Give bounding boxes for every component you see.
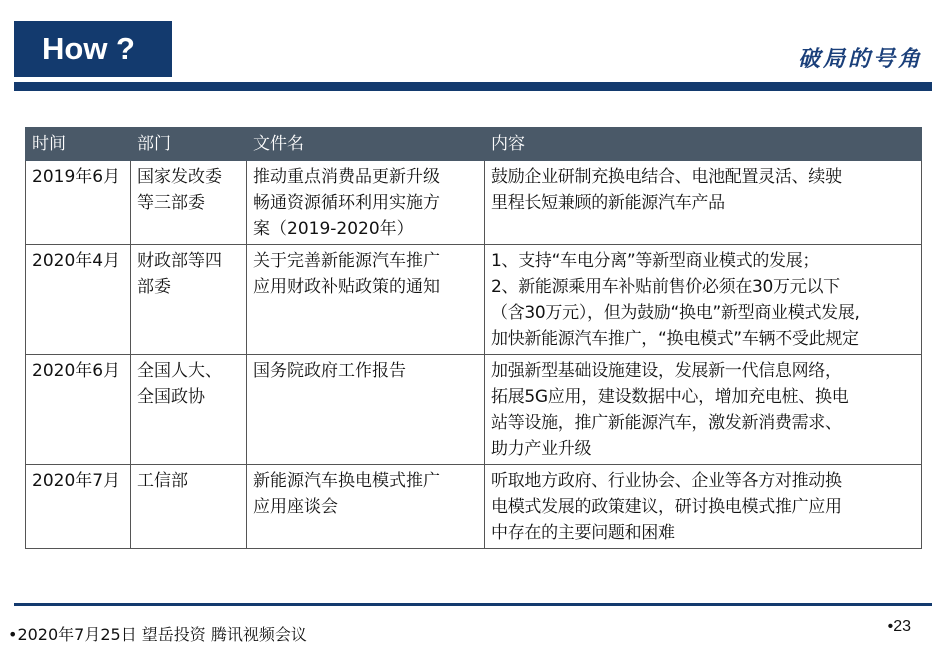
table-row [26, 161, 922, 245]
table-row [26, 465, 922, 549]
cell-dept: 财政部等四 部委 [131, 245, 247, 355]
header-content: 内容 [485, 128, 922, 161]
top-divider [14, 82, 932, 91]
header-time: 时间 [26, 128, 131, 161]
cell-date: 2020年7月 [26, 465, 131, 549]
cell-content: 听取地方政府、行业协会、企业等各方对推动换 电模式发展的政策建议，研讨换电模式推广应用 中存在的主要问题和困难 [485, 465, 922, 549]
cell-date: 2020年4月 [26, 245, 131, 355]
cell-content: 加强新型基础设施建设，发展新一代信息网络， 拓展5G应用，建设数据中心，增加充电桩、换电 站等设施，推广新能源汽车，激发新消费需求、 助力产业升级 [485, 355, 922, 465]
footer-meeting-info: •2020年7月25日 望岳投资 腾讯视频会议 [8, 625, 307, 644]
slogan: 破局的号角 [797, 46, 923, 72]
cell-date: 2020年6月 [26, 355, 131, 465]
slide-title: How ? [14, 21, 172, 77]
cell-content: 鼓励企业研制充换电结合、电池配置灵活、续驶 里程长短兼顾的新能源汽车产品 [485, 161, 922, 245]
policy-table [25, 127, 922, 549]
cell-date: 2019年6月 [26, 161, 131, 245]
table-row [26, 245, 922, 355]
header-doc: 文件名 [247, 128, 485, 161]
cell-dept: 国家发改委 等三部委 [131, 161, 247, 245]
table-row [26, 355, 922, 465]
cell-doc: 新能源汽车换电模式推广 应用座谈会 [247, 465, 485, 549]
header-dept: 部门 [131, 128, 247, 161]
table-header-row [26, 128, 922, 161]
bottom-divider [14, 603, 932, 606]
cell-doc: 推动重点消费品更新升级 畅通资源循环利用实施方 案（2019-2020年） [247, 161, 485, 245]
cell-doc: 关于完善新能源汽车推广 应用财政补贴政策的通知 [247, 245, 485, 355]
cell-dept: 全国人大、 全国政协 [131, 355, 247, 465]
page-number: •23 [887, 618, 911, 635]
cell-doc: 国务院政府工作报告 [247, 355, 485, 465]
cell-content: 1、支持“车电分离”等新型商业模式的发展； 2、新能源乘用车补贴前售价必须在30万元以下 （含30万元），但为鼓励“换电”新型商业模式发展, 加快新能源汽车推广，“换电模式”车辆不受此规定 [485, 245, 922, 355]
cell-dept: 工信部 [131, 465, 247, 549]
